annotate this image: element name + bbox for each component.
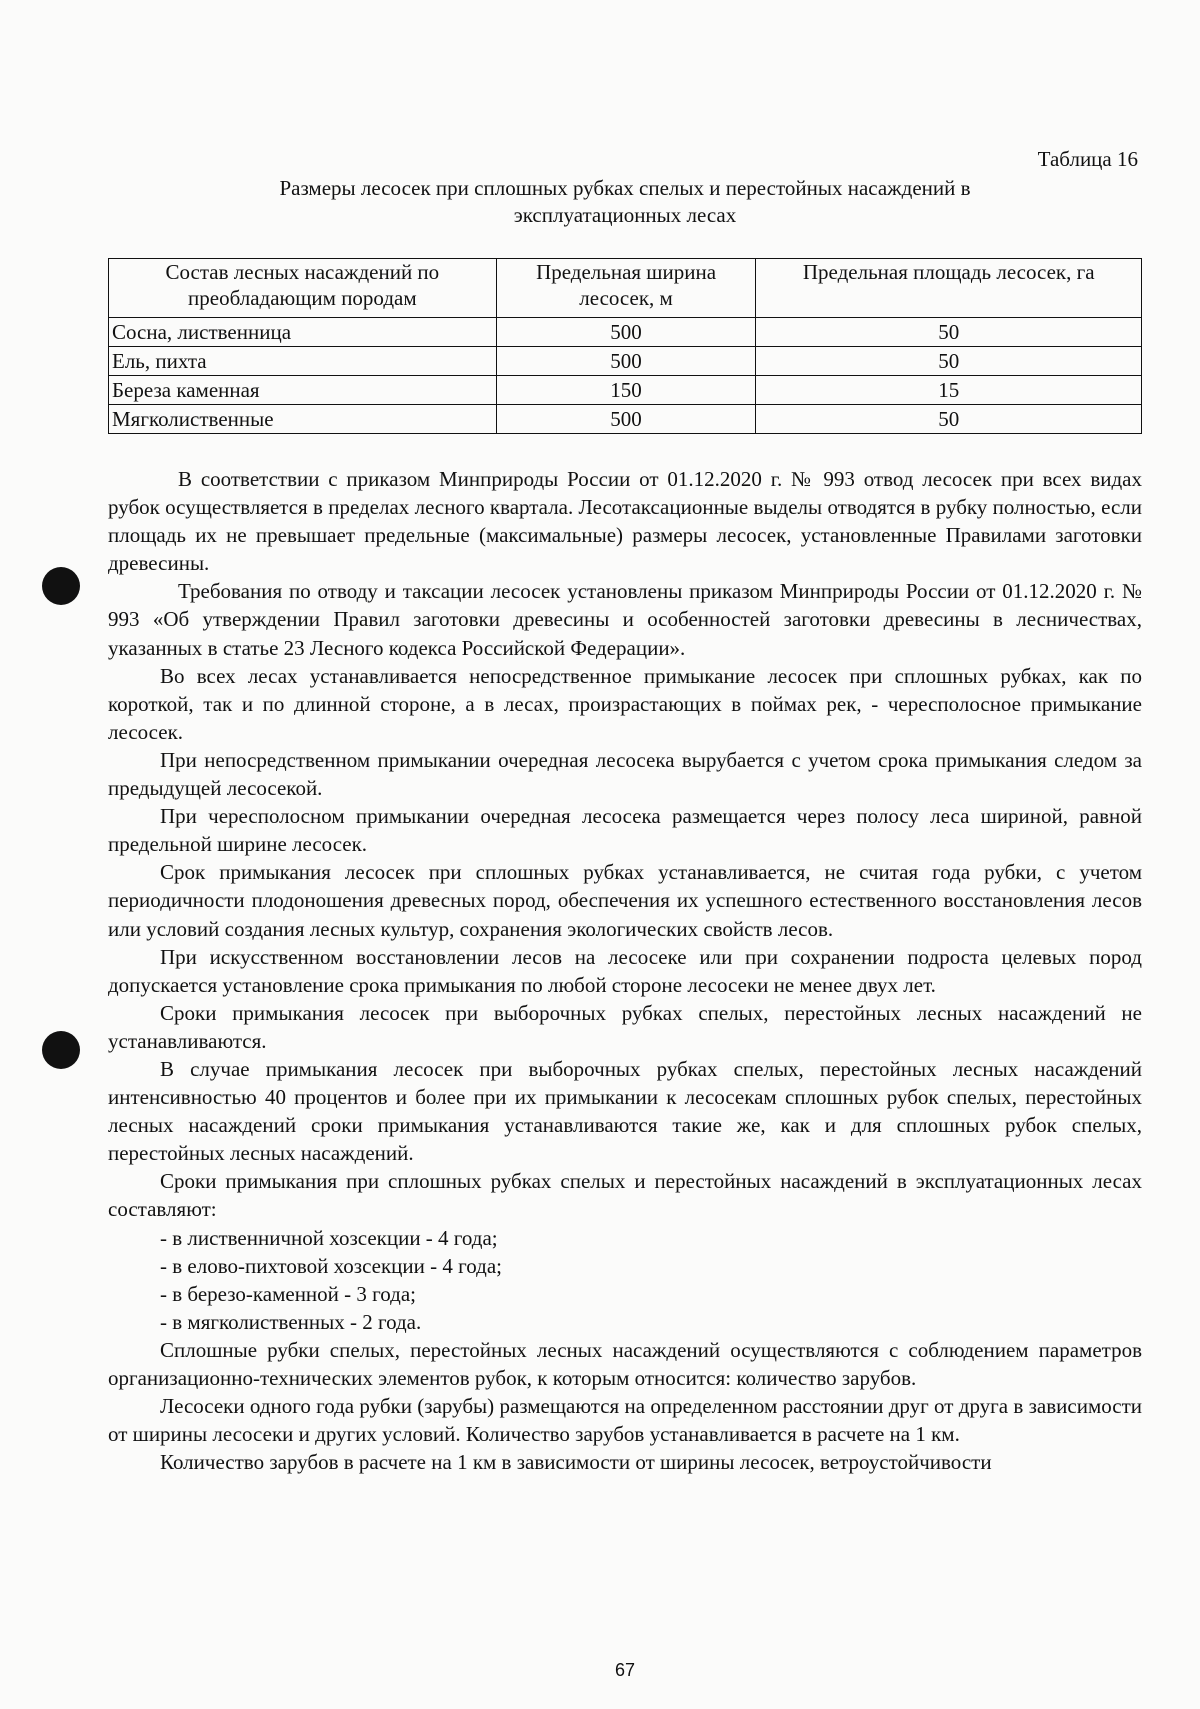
table-row: [109, 405, 1142, 434]
paragraph: В соответствии с приказом Минприроды России от 01.12.2020 г. № 993 отвод лесосек при всех видах рубок осуществляется в пределах лесного квартала. Лесотаксационные выделы отводятся в рубку полностью, если площадь их не превышает предельные (максимальные) размеры лесосек, установленные Правилами заготовки древесины.: [108, 467, 1142, 576]
punch-hole-bottom: [42, 1031, 80, 1069]
cell-area: 50: [756, 405, 1142, 434]
table-row: [109, 318, 1142, 347]
paragraph: Требования по отводу и таксации лесосек установлены приказом Минприроды России от 01.12.2020 г. № 993 «Об утверждении Правил заготовки древесины и особенностей заготовки древесины в лесничествах, указанных в статье 23 Лесного кодекса Российской Федерации».: [108, 579, 1142, 660]
page-number: 67: [614, 1660, 636, 1680]
paragraph: При искусственном восстановлении лесов на лесосеке или при сохранении подроста целевых пород допускается установление срока примыкания по любой стороне лесосеки не менее двух лет.: [108, 944, 1142, 997]
list-item: - в лиственничной хозсекции - 4 года;: [160, 1225, 498, 1250]
cell-composition: Мягколиственные: [109, 405, 497, 434]
body-text: [108, 465, 1142, 1476]
cell-composition: Береза каменная: [109, 376, 497, 405]
cell-width: 500: [496, 347, 756, 376]
table-row: [109, 347, 1142, 376]
cell-composition: Ель, пихта: [109, 347, 497, 376]
paragraph: Сроки примыкания при сплошных рубках спелых и перестойных насаждений в эксплуатационных лесах составляют:: [108, 1169, 1142, 1222]
table-label: Таблица 16: [1037, 147, 1138, 171]
clearcut-size-table: [108, 258, 1142, 434]
paragraph: При чересполосном примыкании очередная лесосека размещается через полосу леса шириной, равной предельной ширине лесосек.: [108, 804, 1142, 857]
cell-width: 500: [496, 405, 756, 434]
table-row: [109, 376, 1142, 405]
punch-hole-top: [42, 567, 80, 605]
document-page: [108, 0, 1142, 1709]
cell-area: 50: [756, 318, 1142, 347]
paragraph: Сплошные рубки спелых, перестойных лесных насаждений осуществляются с соблюдением параметров организационно-технических элементов рубок, к которым относится: количество зарубов.: [108, 1337, 1142, 1390]
cell-width: 150: [496, 376, 756, 405]
paragraph: Количество зарубов в расчете на 1 км в зависимости от ширины лесосек, ветроустойчивости: [160, 1450, 992, 1475]
cell-area: 15: [756, 376, 1142, 405]
column-header-width: Предельная ширина лесосек, м: [496, 259, 756, 318]
paragraph: При непосредственном примыкании очередная лесосека вырубается с учетом срока примыкания следом за предыдущей лесосекой.: [108, 747, 1142, 801]
table-title: [108, 175, 1142, 229]
paragraph: В случае примыкания лесосек при выборочных рубках спелых, перестойных лесных насаждений интенсивностью 40 процентов и более при их примыкании к лесосекам сплошных рубок спелых, перестойных лесных насаждений сроки примыкания устанавливаются такие же, как и для сплошных рубок спелых, перестойных лесных насаждений.: [108, 1056, 1142, 1166]
paragraph: Сроки примыкания лесосек при выборочных рубках спелых, перестойных лесных насаждений не устанавливаются.: [108, 1000, 1142, 1053]
paragraph: Лесосеки одного года рубки (зарубы) размещаются на определенном расстоянии друг от друга в зависимости от ширины лесосеки и других условий. Количество зарубов устанавливается в расчете на 1 км.: [108, 1394, 1142, 1447]
adjacency-terms-list: [108, 1224, 1142, 1336]
list-item: - в березо-каменной - 3 года;: [160, 1281, 416, 1306]
cell-composition: Сосна, лиственница: [109, 318, 497, 347]
cell-area: 50: [756, 347, 1142, 376]
list-item: - в мягколиственных - 2 года.: [160, 1309, 422, 1334]
table-header-row: [109, 259, 1142, 318]
list-item: - в елово-пихтовой хозсекции - 4 года;: [160, 1253, 502, 1278]
paragraph: Срок примыкания лесосек при сплошных рубках устанавливается, не считая года рубки, с учетом периодичности плодоношения древесных пород, обеспечения их успешного естественного восстановления лесов или условий создания лесных культур, сохранения экологических свойств лесов.: [108, 860, 1142, 941]
column-header-composition: Состав лесных насаждений по преобладающим породам: [109, 259, 497, 318]
paragraph: Во всех лесах устанавливается непосредственное примыкание лесосек при сплошных рубках, как по короткой, так и по длинной стороне, а в лесах, произрастающих в поймах рек, - чересполосное примыкание лесосек.: [108, 663, 1142, 744]
table-title-line-1: Размеры лесосек при сплошных рубках спелых и перестойных насаждений в: [279, 176, 971, 200]
table-title-line-2: эксплуатационных лесах: [513, 203, 737, 227]
cell-width: 500: [496, 318, 756, 347]
column-header-area: Предельная площадь лесосек, га: [756, 259, 1142, 318]
